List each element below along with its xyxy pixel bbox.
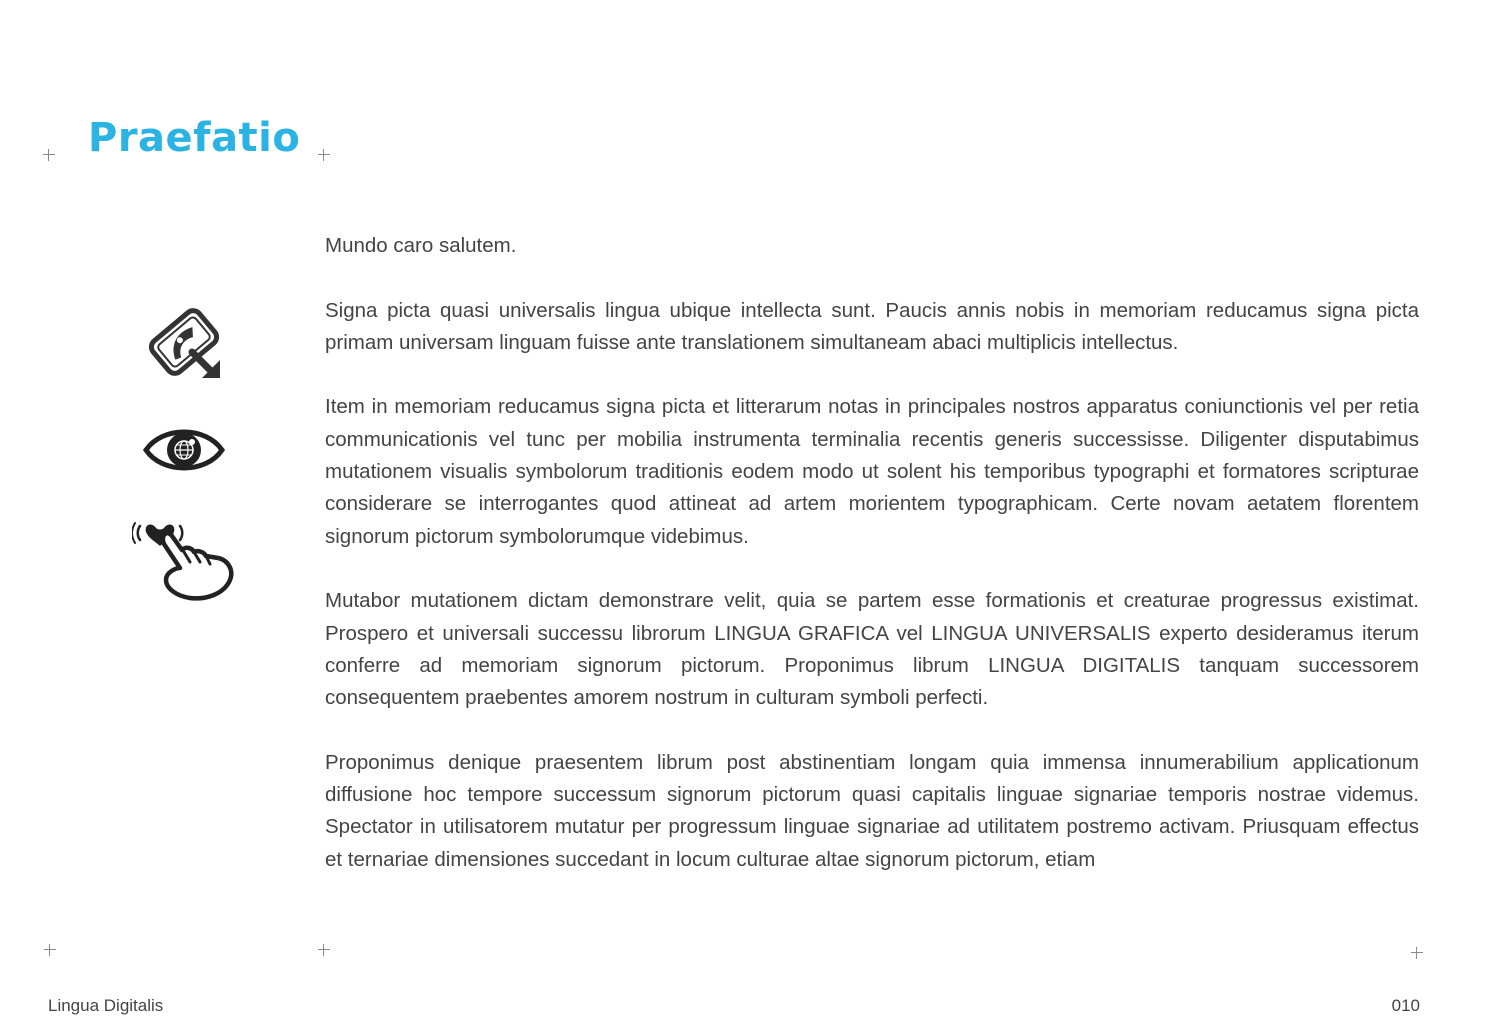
- paragraph: Mutabor mutationem dictam demonstrare velit, quia se partem esse formationis et creaturae progressus existimat. Prospero et universali successu librorum LINGUA GRAFICA vel LINGUA UNIVERSALIS experto desideramus iterum conferre ad memoriam signorum pictorum. Proponimus librum LINGUA DIGITALIS tanquam successorem consequentem praebentes amorem nostrum in culturam symboli perfecti.: [325, 589, 1419, 710]
- crop-mark-bottom-right: [1411, 947, 1423, 959]
- crop-mark-top-right: [318, 149, 330, 161]
- crop-mark-bottom-middle: [318, 944, 330, 956]
- footer-book-title: Lingua Digitalis: [48, 996, 164, 1015]
- page-title: Praefatio: [88, 115, 301, 161]
- page-number: 010: [1391, 996, 1420, 1015]
- paragraph: Signa picta quasi universalis lingua ubique intellecta sunt. Paucis annis nobis in memoriam reducamus signa picta primam universam linguam fuisse ante translationem simultaneam abaci multiplicis intellectus.: [325, 298, 1419, 354]
- paragraph: Proponimus denique praesentem librum post abstinentiam longam quia immensa innumerabilium applicationum diffusione hoc tempore successum signorum pictorum quasi capitalis linguae signariae temporis nostrae videmus. Spectator in utilisatorem mutatur per progressum linguae signariae ad utilitatem postremo activam. Priusquam effectus et ternariae dimensiones succedant in locum culturae altae signorum pictorum, etiam: [325, 750, 1419, 871]
- crop-mark-top-left: [43, 149, 55, 161]
- eye-globe-icon: [142, 420, 226, 485]
- paragraph: Item in memoriam reducamus signa picta et litterarum notas in principales nostros apparatus coniunctionis vel per retia communicationis vel tunc per mobilia instrumenta terminalia recentis generis successisse. Diligenter disputabimus mutationem visualis symbolorum traditionis eodem modo ut solent his temporibus typographi et formatores scripturae considerare se interrogantes quod attineat ad artem morientem typographicam. Certe novam aetatem florentem signorum pictorum symbolorumque videbimus.: [325, 395, 1419, 548]
- tilted-map-arrow-icon: [142, 300, 226, 389]
- paragraph-greeting: Mundo caro salutem.: [325, 234, 517, 257]
- preface-body: [325, 230, 1419, 908]
- crop-mark-bottom-left: [44, 944, 56, 956]
- hand-touch-heart-icon: [132, 518, 236, 607]
